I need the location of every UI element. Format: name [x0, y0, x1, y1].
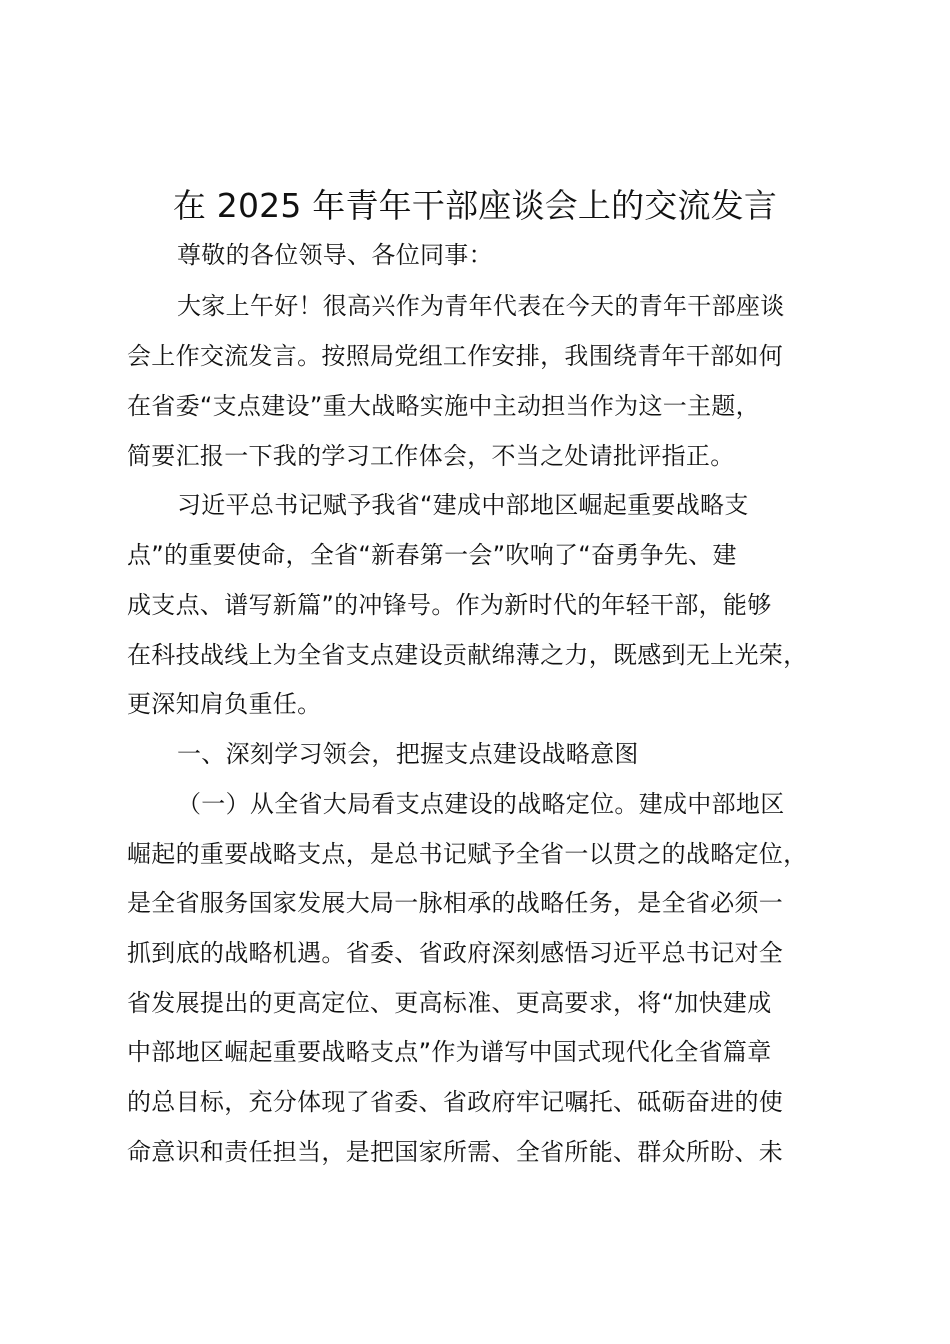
paragraph-line: 点”的重要使命，全省“新春第一会”吹响了“奋勇争先、建 [127, 541, 737, 569]
paragraph-line: 是全省服务国家发展大局一脉相承的战略任务，是全省必须一 [127, 889, 784, 917]
paragraph-line: 的总目标，充分体现了省委、省政府牢记嘱托、砥砺奋进的使 [127, 1088, 784, 1116]
paragraph-line: 更深知肩负重任。 [127, 690, 322, 718]
paragraph-line: 简要汇报一下我的学习工作体会，不当之处请批评指正。 [127, 442, 735, 470]
paragraph-line: 抓到底的战略机遇。省委、省政府深刻感悟习近平总书记对全 [127, 939, 784, 967]
paragraph-line: 会上作交流发言。按照局党组工作安排，我围绕青年干部如何 [127, 342, 784, 370]
paragraph-line: （一）从全省大局看支点建设的战略定位。建成中部地区 [177, 790, 785, 818]
paragraph-line: 习近平总书记赋予我省“建成中部地区崛起重要战略支 [177, 491, 749, 519]
paragraph-line: 在省委“支点建设”重大战略实施中主动担当作为这一主题， [127, 392, 760, 420]
salutation: 尊敬的各位领导、各位同事： [177, 241, 493, 269]
paragraph-line: 成支点、谱写新篇”的冲锋号。作为新时代的年轻干部，能够 [127, 591, 772, 619]
document-title: 在 2025 年青年干部座谈会上的交流发言 [172, 186, 778, 225]
paragraph-line: 在科技战线上为全省支点建设贡献绵薄之力，既感到无上光荣， [127, 641, 808, 669]
section-heading: 一、深刻学习领会，把握支点建设战略意图 [177, 740, 639, 768]
paragraph-line: 省发展提出的更高定位、更高标准、更高要求，将“加快建成 [127, 989, 772, 1017]
paragraph-line: 命意识和责任担当，是把国家所需、全省所能、群众所盼、未 [127, 1138, 784, 1166]
paragraph-line: 中部地区崛起重要战略支点”作为谱写中国式现代化全省篇章 [127, 1038, 772, 1066]
paragraph-line: 大家上午好！很高兴作为青年代表在今天的青年干部座谈 [177, 292, 785, 320]
paragraph-line: 崛起的重要战略支点，是总书记赋予全省一以贯之的战略定位， [127, 840, 808, 868]
